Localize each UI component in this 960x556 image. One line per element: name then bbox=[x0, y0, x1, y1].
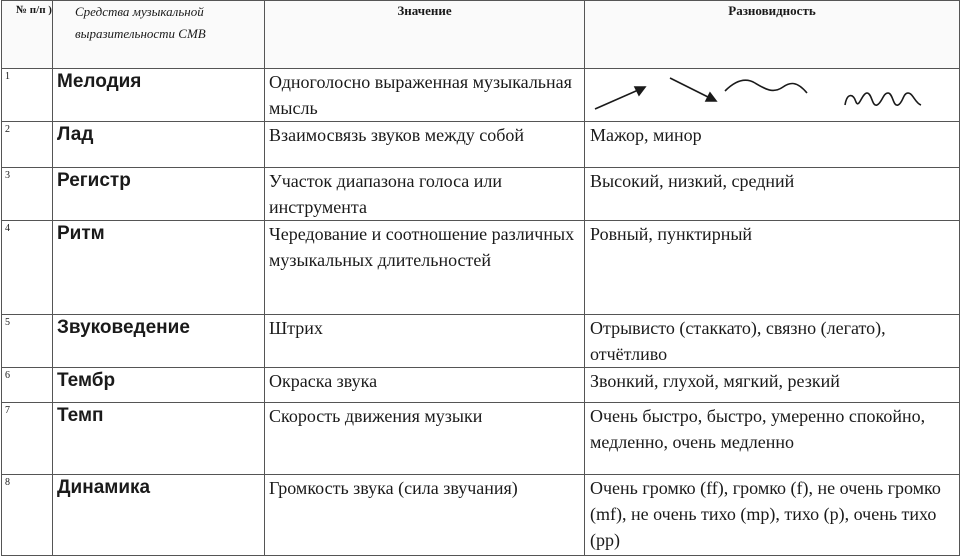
row-variety: Ровный, пунктирный bbox=[590, 224, 753, 244]
row-name: Лад bbox=[57, 124, 94, 145]
row-meaning: Скорость движения музыки bbox=[269, 406, 483, 426]
row-name: Темп bbox=[57, 405, 104, 426]
table-row bbox=[2, 475, 960, 556]
header-num: № п/п ) bbox=[2, 1, 53, 69]
row-meaning: Штрих bbox=[269, 318, 323, 338]
row-meaning: Участок диапазона голоса или инструмента bbox=[269, 171, 503, 217]
zigzag-wave-icon bbox=[845, 93, 921, 105]
header-variety: Разновидность bbox=[585, 1, 960, 69]
row-number: 5 bbox=[5, 317, 10, 328]
wave-line-icon bbox=[725, 80, 807, 93]
row-name: Динамика bbox=[57, 477, 151, 498]
row-meaning: Окраска звука bbox=[269, 371, 378, 391]
row-variety: Высокий, низкий, средний bbox=[590, 171, 795, 191]
row-meaning: Громкость звука (сила звучания) bbox=[269, 478, 518, 498]
table-header-row bbox=[2, 1, 960, 69]
row-variety: Отрывисто (стаккато), связно (легато), отчётливо bbox=[590, 318, 886, 364]
smv-table bbox=[1, 0, 960, 556]
row-number: 2 bbox=[5, 124, 10, 135]
row-name: Мелодия bbox=[57, 71, 142, 92]
row-name: Тембр bbox=[57, 370, 116, 391]
header-meaning: Значение bbox=[265, 1, 585, 69]
row-number: 6 bbox=[5, 370, 10, 381]
arrow-up-right-icon bbox=[595, 87, 645, 109]
table-row bbox=[2, 221, 960, 315]
row-number: 4 bbox=[5, 223, 10, 234]
row-meaning: Чередование и соотношение различных музыкальных длительностей bbox=[269, 224, 575, 270]
row-name: Ритм bbox=[57, 223, 105, 244]
row-number: 1 bbox=[5, 71, 10, 82]
header-name: Средства музыкальной выразительности СМВ bbox=[53, 1, 265, 69]
table-row bbox=[2, 403, 960, 475]
table-row bbox=[2, 315, 960, 368]
table-row bbox=[2, 69, 960, 122]
table-row bbox=[2, 122, 960, 168]
row-name: Звуковедение bbox=[57, 317, 190, 338]
row-meaning: Взаимосвязь звуков между собой bbox=[269, 125, 525, 145]
row-number: 7 bbox=[5, 405, 10, 416]
row-variety: Звонкий, глухой, мягкий, резкий bbox=[590, 371, 840, 391]
arrow-down-right-icon bbox=[670, 78, 716, 101]
table-row bbox=[2, 368, 960, 403]
row-variety: Очень быстро, быстро, умеренно спокойно, медленно, очень медленно bbox=[590, 406, 926, 452]
row-name: Регистр bbox=[57, 170, 131, 191]
row-number: 8 bbox=[5, 477, 10, 488]
row-variety: Очень громко (ff), громко (f), не очень громко (mf), не очень тихо (mp), тихо (p), очень тихо (pp) bbox=[590, 478, 941, 550]
table-row bbox=[2, 168, 960, 221]
melody-icons-cell bbox=[585, 69, 960, 122]
row-meaning: Одноголосно выраженная музыкальная мысль bbox=[269, 72, 572, 118]
row-variety: Мажор, минор bbox=[590, 125, 702, 145]
row-number: 3 bbox=[5, 170, 10, 181]
